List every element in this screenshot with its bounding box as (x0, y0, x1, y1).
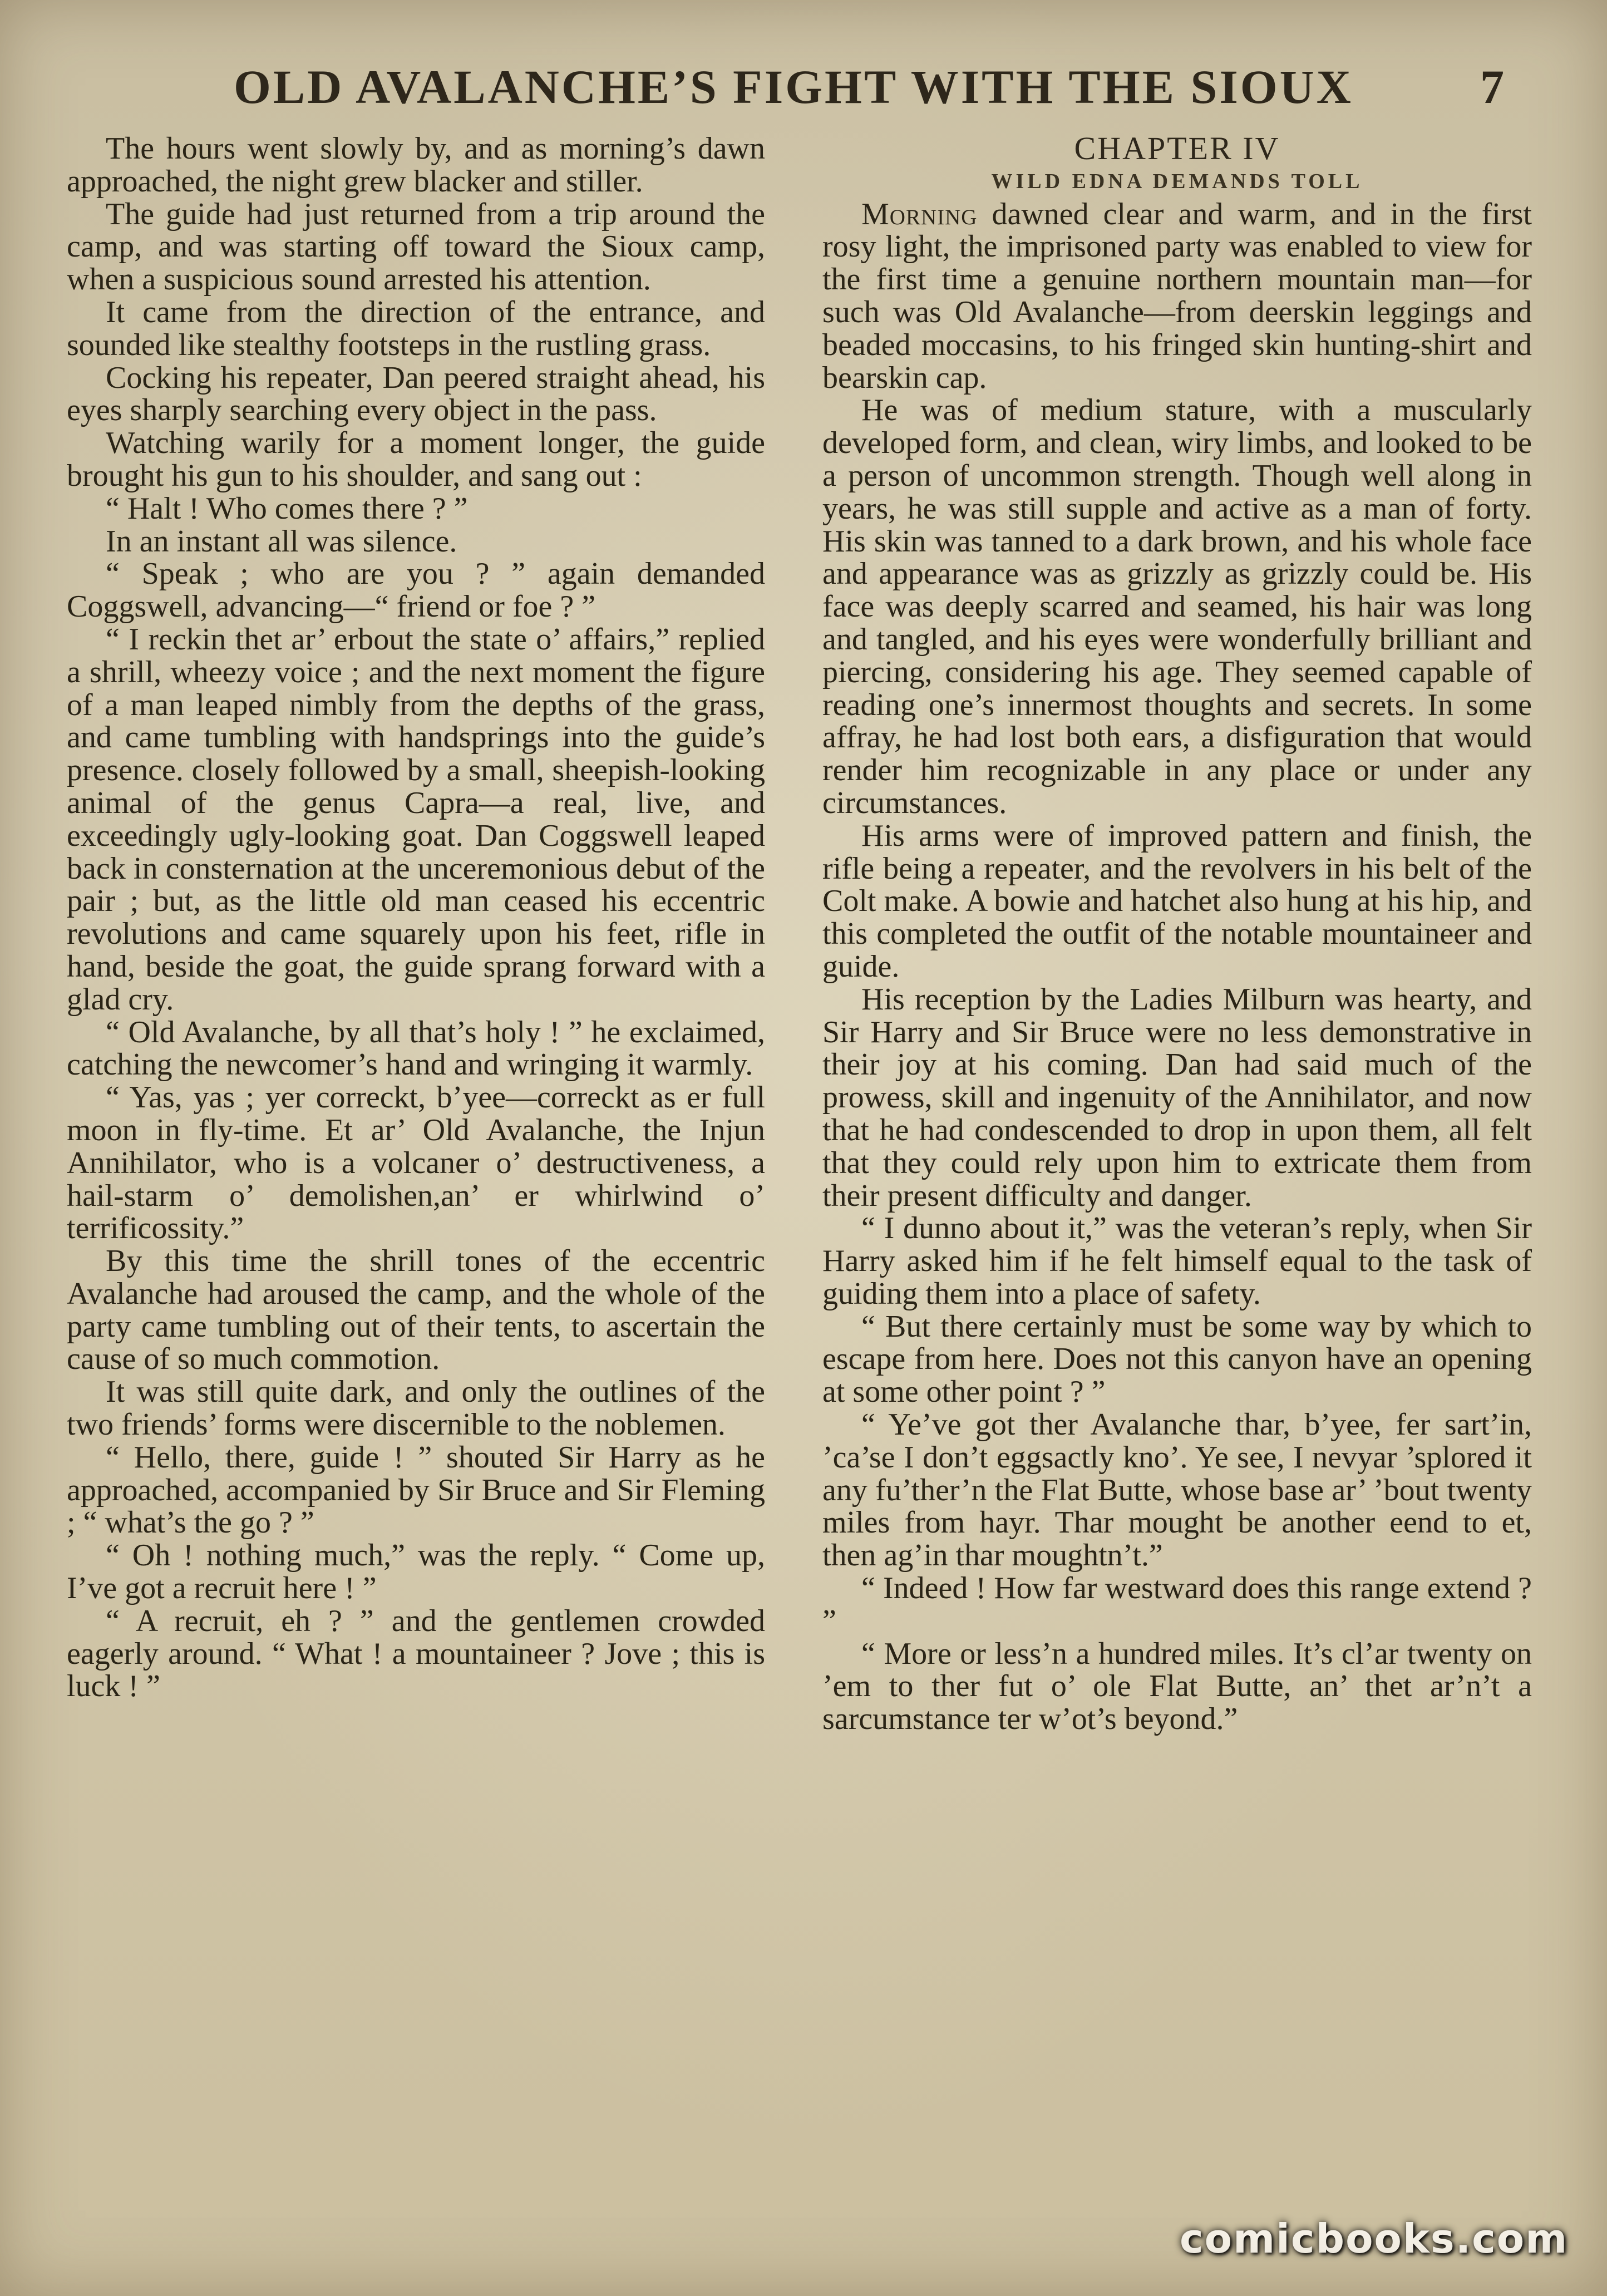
left-column (67, 132, 765, 1703)
paragraph: Cocking his repeater, Dan peered straight ahead, his eyes sharply searching every object in the pass. (67, 360, 765, 428)
paragraph: The hours went slowly by, and as morning’s dawn approached, the night grew blacker and stiller. (67, 131, 765, 199)
opening-paragraph-text: dawned clear and warm, and in the first rosy light, the imprisoned party was enabled to view for the first time a genuine northern mountain man—for such was Old Avalanche—from deerskin leggings and beaded moccasins, to his fringed skin hunting-shirt and bearskin cap. (822, 196, 1532, 395)
opening-paragraph (822, 198, 1532, 395)
paragraph: He was of medium stature, with a muscularly developed form, and clean, wiry limbs, and looked to be a person of uncommon strength. Though well along in years, he was still supple and active as a man of forty. His skin was tanned to a dark brown, and his whole face and appearance was as grizzly as grizzly could be. His face was deeply scarred and seamed, his hair was long and tangled, and his eyes were wonderfully brilliant and piercing, considering his age. They seemed capable of reading one’s innermost thoughts and secrets. In some affray, he had lost both ears, a disfiguration that would render him recognizable in any place or under any circumstances. (822, 393, 1532, 820)
paragraph: “ A recruit, eh ? ” and the gentlemen crowded eagerly around. “ What ! a mountaineer ? Jove ; this is luck ! ” (67, 1603, 765, 1704)
paragraph: His arms were of improved pattern and finish, the rifle being a repeater, and the revolvers in his belt of the Colt make. A bowie and hatchet also hung at his hip, and this completed the outfit of the notable mountaineer and guide. (822, 818, 1532, 984)
running-title: OLD AVALANCHE’S FIGHT WITH THE SIOUX (234, 60, 1353, 114)
paragraph: The guide had just returned from a trip around the camp, and was starting off toward the Sioux camp, when a suspicious sound arrested his attention. (67, 196, 765, 297)
page-number: 7 (1480, 60, 1504, 114)
paragraph: “ Hello, there, guide ! ” shouted Sir Harry as he approached, accompanied by Sir Bruce and Sir Fleming ; “ what’s the go ? ” (67, 1440, 765, 1540)
paragraph: It came from the direction of the entrance, and sounded like stealthy footsteps in the rustling grass. (67, 294, 765, 362)
paragraph: In an instant all was silence. (106, 524, 457, 559)
paragraph: “ Yas, yas ; yer correckt, b’yee—correckt as er full moon in fly-time. Et ar’ Old Avalanche, the Injun Annihilator, who is a volcaner o’ destructiveness, a hail-starm o’ demolishen,an’ er whirlwind o’ terrificossity.” (67, 1080, 765, 1246)
paragraph: “ Speak ; who are you ? ” again demanded Coggswell, advancing—“ friend or foe ? ” (67, 556, 765, 624)
opening-word: Morning (861, 196, 978, 231)
paragraph: By this time the shrill tones of the eccentric Avalanche had aroused the camp, and the whole of the party came tumbling out of their tents, to ascertain the cause of so much commotion. (67, 1244, 765, 1377)
paragraph: “ Oh ! nothing much,” was the reply. “ Come up, I’ve got a recruit here ! ” (67, 1538, 765, 1606)
paragraph: Watching warily for a moment longer, the guide brought his gun to his shoulder, and sang out : (67, 426, 765, 493)
right-column (822, 132, 1532, 1736)
paragraph: “ Ye’ve got ther Avalanche thar, b’yee, fer sart’in, ’ca’se I don’t eggsactly kno’. Ye see, I nevyar ’splored it any fu’ther’n the Flat Butte, whose base ar’ ’bout twenty miles from hayr. Thar mought be another eend to et, then ag’in thar moughtn’t.” (822, 1407, 1532, 1573)
paragraph: It was still quite dark, and only the outlines of the two friends’ forms were discernible to the noblemen. (67, 1374, 765, 1442)
chapter-subtitle: WILD EDNA DEMANDS TOLL (991, 169, 1363, 193)
page-header (0, 53, 1607, 120)
paragraph: “ Old Avalanche, by all that’s holy ! ” he exclaimed, catching the newcomer’s hand and wringing it warmly. (67, 1014, 765, 1082)
paragraph: “ But there certainly must be some way by which to escape from here. Does not this canyon have an opening at some other point ? ” (822, 1309, 1532, 1410)
paragraph: “ Indeed ! How far westward does this range extend ? ” (822, 1571, 1532, 1638)
paragraph: “ More or less’n a hundred miles. It’s cl’ar twenty on ’em to ther fut o’ ole Flat Butte, an’ thet ar’n’t a sarcumstance ter w’ot’s beyond.” (822, 1636, 1532, 1737)
watermark: comicbooks.com (1180, 2215, 1569, 2262)
chapter-title: CHAPTER IV (1074, 130, 1280, 166)
paragraph: “ Halt ! Who comes there ? ” (106, 491, 468, 526)
paragraph: “ I reckin thet ar’ erbout the state o’ affairs,” replied a shrill, wheezy voice ; and the next moment the figure of a man leaped nimbly from the depths of the grass, and came tumbling with handsprings into the guide’s presence. closely followed by a small, sheepish-looking animal of the genus Capra—a real, live, and exceedingly ugly-looking goat. Dan Coggswell leaped back in consternation at the unceremonious debut of the pair ; but, as the little old man ceased his eccentric revolutions and came squarely upon his feet, rifle in hand, beside the goat, the guide sprang forward with a glad cry. (67, 622, 765, 1017)
paragraph: “ I dunno about it,” was the veteran’s reply, when Sir Harry asked him if he felt himself equal to the task of guiding them into a place of safety. (822, 1211, 1532, 1311)
paragraph: His reception by the Ladies Milburn was hearty, and Sir Harry and Sir Bruce were no less demonstrative in their joy at his coming. Dan had said much of the prowess, skill and ingenuity of the Annihilator, and now that he had condescended to drop in upon them, all felt that they could rely upon him to extricate them from their present difficulty and danger. (822, 982, 1532, 1213)
